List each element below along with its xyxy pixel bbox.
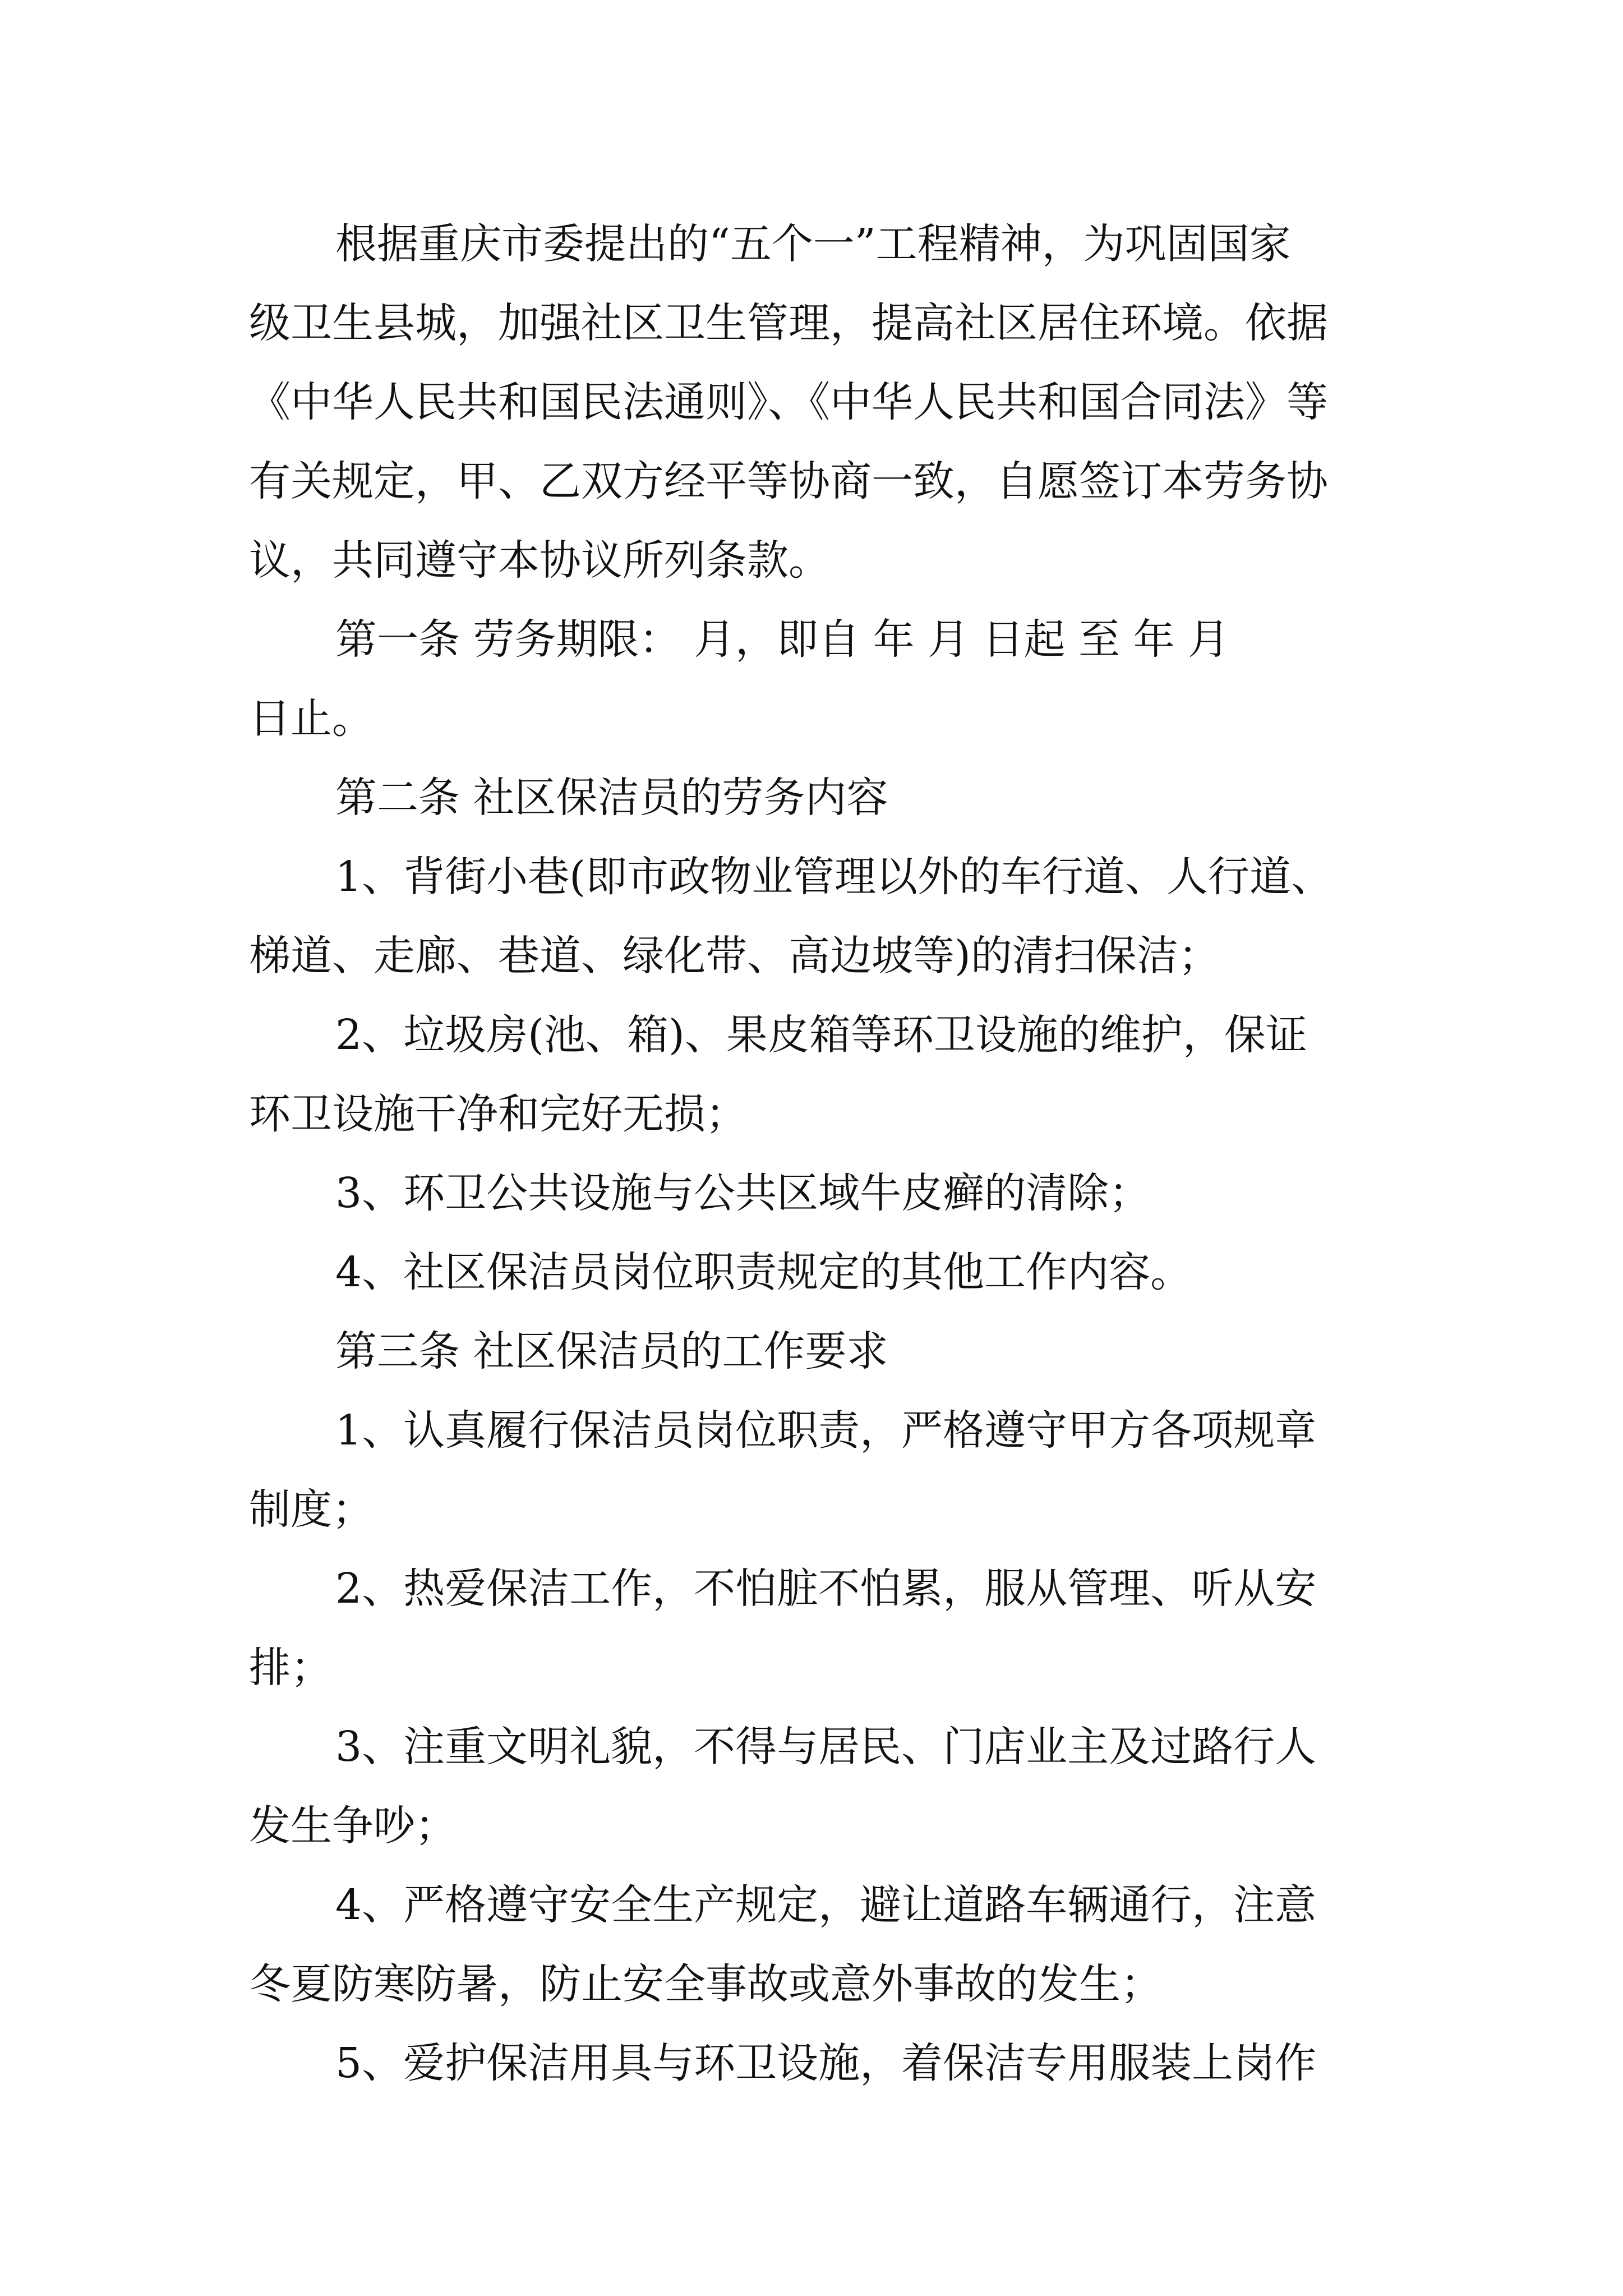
text-line: 有关规定，甲、乙双方经平等协商一致，自愿签订本劳务协 [249,457,1328,505]
text-line: 《中华人民共和国民法通则》、《中华人民共和国合同法》等 [249,378,1328,426]
text-line: 1、背街小巷(即市政物业管理以外的车行道、人行道、 [335,853,1332,901]
text-line: 制度； [249,1485,374,1534]
text-line: 梯道、走廊、巷道、绿化带、高边坡等)的清扫保洁； [249,932,1220,980]
text-line: 4、社区保洁员岗位职责规定的其他工作内容。 [335,1248,1192,1296]
section-heading: 第二条 社区保洁员的劳务内容 [335,774,888,822]
text-line: 第一条 劳务期限： 月，即自 年 月 日起 至 年 月 [335,615,1230,664]
text-line: 环卫设施干净和完好无损； [249,1090,747,1138]
text-line: 5、爱护保洁用具与环卫设施，着保洁专用服装上岗作 [335,2039,1317,2087]
text-line: 排； [249,1644,332,1692]
text-line: 发生争吵； [249,1802,457,1850]
text-line: 3、环卫公共设施与公共区域牛皮癣的清除； [335,1169,1151,1217]
text-line: 2、垃圾房(池、箱)、果皮箱等环卫设施的维护，保证 [335,1011,1307,1059]
text-line: 3、注重文明礼貌，不得与居民、门店业主及过路行人 [335,1723,1317,1771]
text-line: 1、认真履行保洁员岗位职责，严格遵守甲方各项规章 [335,1406,1317,1455]
text-line: 议，共同遵守本协议所列条款。 [249,536,830,585]
text-line: 日止。 [249,694,374,743]
section-heading: 第三条 社区保洁员的工作要求 [335,1327,888,1375]
text-line: 2、热爱保洁工作，不怕脏不怕累，服从管理、听从安 [335,1565,1317,1613]
text-line: 4、严格遵守安全生产规定，避让道路车辆通行，注意 [335,1881,1317,1929]
text-line: 级卫生县城，加强社区卫生管理，提高社区居住环境。依据 [249,299,1328,347]
text-line: 冬夏防寒防暑，防止安全事故或意外事故的发生； [249,1960,1162,2008]
text-line: 根据重庆市委提出的“五个一”工程精神，为巩固国家 [335,220,1291,268]
